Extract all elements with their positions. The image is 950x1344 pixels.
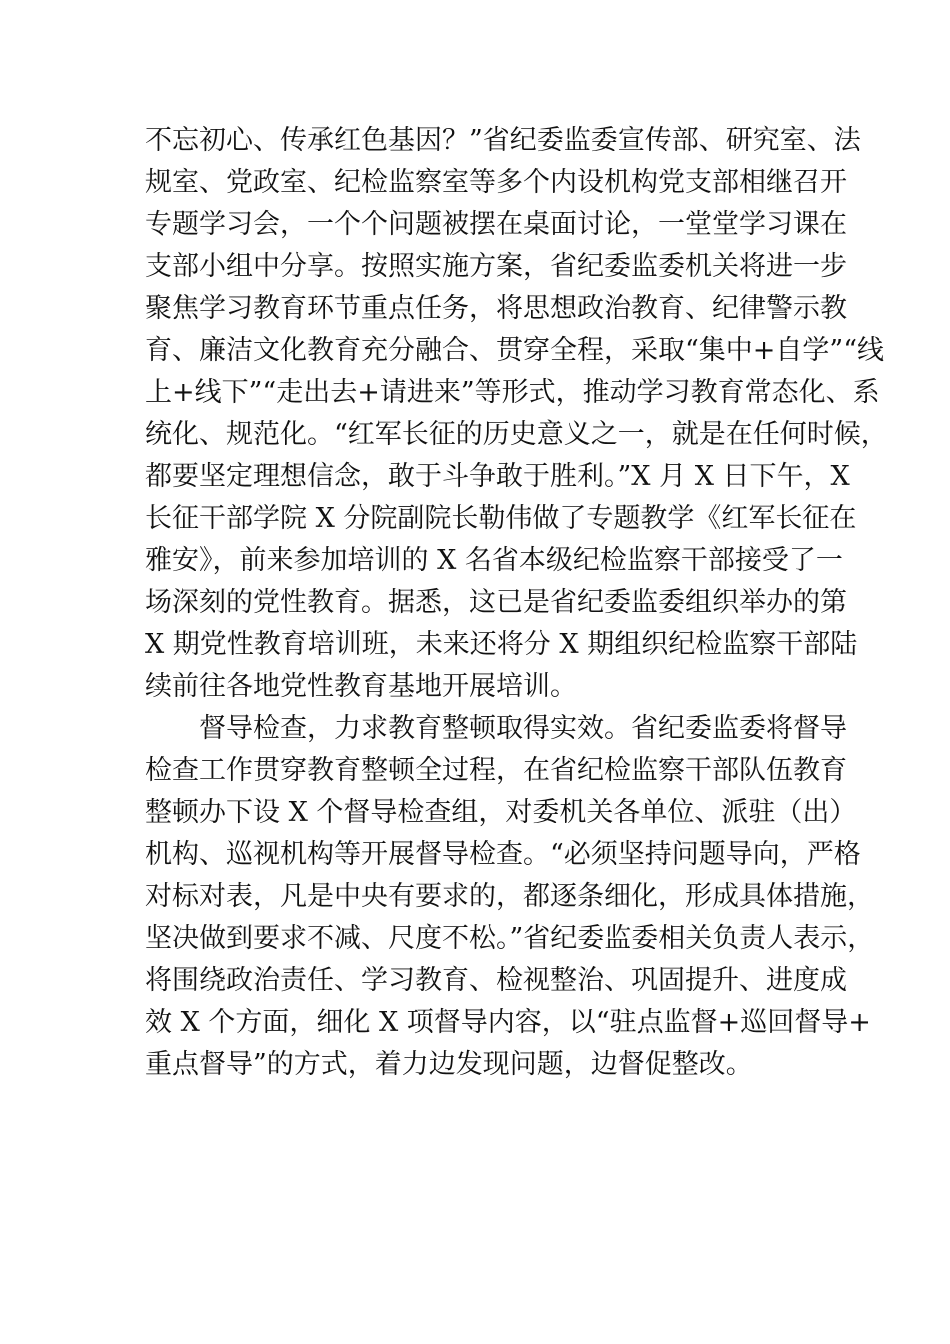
text-line: 支部小组中分享。按照实施方案，省纪委监委机关将进一步 — [145, 251, 847, 282]
text-line: 督导检查，力求教育整顿取得实效。省纪委监委将督导 — [199, 713, 847, 744]
text-line: 都要坚定理想信念，敢于斗争敢于胜利。”X 月 X 日下午，X — [145, 461, 850, 492]
text-line: 专题学习会，一个个问题被摆在桌面讨论，一堂堂学习课在 — [145, 209, 847, 240]
text-line: 重点督导”的方式，着力边发现问题，边督促整改。 — [145, 1049, 753, 1080]
text-line: 不忘初心、传承红色基因？”省纪委监委宣传部、研究室、法 — [145, 125, 861, 156]
text-line: 育、廉洁文化教育充分融合、贯穿全程，采取“集中+自学”“线 — [145, 335, 885, 366]
text-line: 将围绕政治责任、学习教育、检视整治、巩固提升、进度成 — [145, 965, 847, 996]
text-line: 场深刻的党性教育。据悉，这已是省纪委监委组织举办的第 — [145, 587, 847, 618]
text-line: 规室、党政室、纪检监察室等多个内设机构党支部相继召开 — [145, 167, 847, 198]
document-body — [145, 120, 888, 1086]
text-line: 上+线下”“走出去+请进来”等形式，推动学习教育常态化、系 — [145, 377, 880, 408]
text-line: 聚焦学习教育环节重点任务，将思想政治教育、纪律警示教 — [145, 293, 847, 324]
text-line: 长征干部学院 X 分院副院长勒伟做了专题教学《红军长征在 — [145, 503, 857, 534]
text-line: 统化、规范化。“红军长征的历史意义之一，就是在任何时候， — [145, 419, 888, 450]
text-line: 坚决做到要求不减、尺度不松。”省纪委监委相关负责人表示， — [145, 923, 875, 954]
text-line: X 期党性教育培训班，未来还将分 X 期组织纪检监察干部陆 — [145, 629, 858, 660]
text-line: 整顿办下设 X 个督导检查组，对委机关各单位、派驻（出） — [145, 797, 857, 828]
text-line: 对标对表，凡是中央有要求的，都逐条细化，形成具体措施， — [145, 881, 874, 912]
text-line: 检查工作贯穿教育整顿全过程，在省纪检监察干部队伍教育 — [145, 755, 847, 786]
text-line: 效 X 个方面，细化 X 项督导内容，以“驻点监督+巡回督导+ — [145, 1007, 871, 1038]
text-line: 机构、巡视机构等开展督导检查。“必须坚持问题导向，严格 — [145, 839, 861, 870]
paragraph-2 — [145, 708, 875, 1086]
paragraph-1 — [145, 120, 888, 708]
text-line: 雅安》，前来参加培训的 X 名省本级纪检监察干部接受了一 — [145, 545, 843, 576]
text-line: 续前往各地党性教育基地开展培训。 — [145, 671, 577, 702]
